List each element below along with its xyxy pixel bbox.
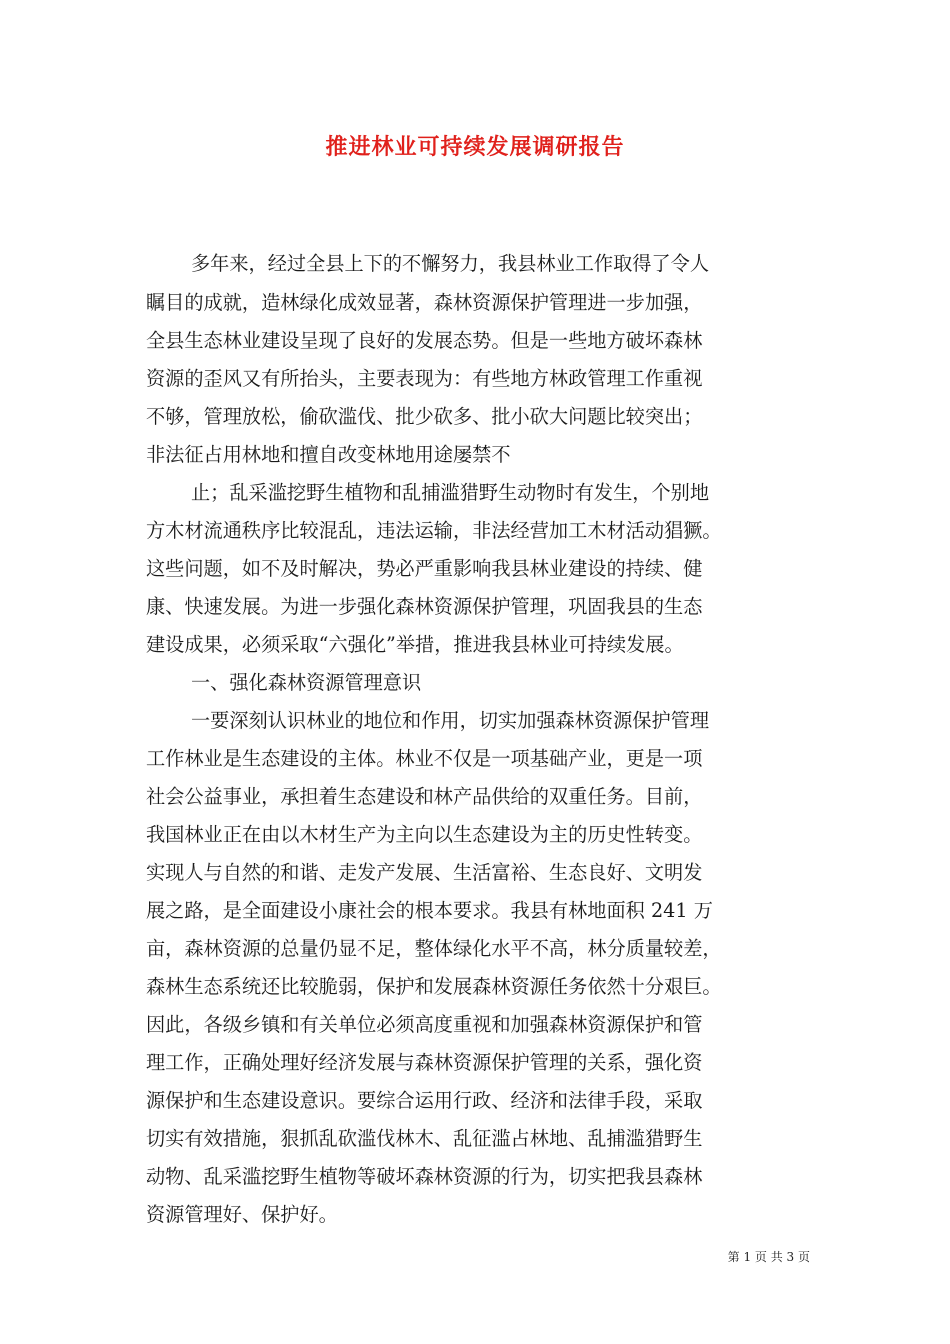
paragraph-line: 切实有效措施，狠抓乱砍滥伐林木、乱征滥占林地、乱捕滥猎野生	[146, 1127, 703, 1150]
paragraph-line: 社会公益事业，承担着生态建设和林产品供给的双重任务。目前，	[146, 785, 703, 808]
section-heading: 一、强化森林资源管理意识	[191, 671, 422, 694]
paragraph-line: 动物、乱采滥挖野生植物等破坏森林资源的行为，切实把我县森林	[146, 1165, 703, 1188]
paragraph-line: 我国林业正在由以木材生产为主向以生态建设为主的历史性转变。	[146, 823, 703, 846]
paragraph-line: 不够，管理放松，偷砍滥伐、批少砍多、批小砍大问题比较突出；	[146, 405, 703, 428]
paragraph-line: 康、快速发展。为进一步强化森林资源保护管理，巩固我县的生态	[146, 595, 703, 618]
paragraph-line: 一要深刻认识林业的地位和作用，切实加强森林资源保护管理	[191, 709, 710, 732]
paragraph-line: 建设成果，必须采取“六强化”举措，推进我县林业可持续发展。	[146, 633, 684, 656]
paragraph-line: 资源的歪风又有所抬头，主要表现为：有些地方林政管理工作重视	[146, 367, 703, 390]
paragraph-line: 方木材流通秩序比较混乱，违法运输，非法经营加工木材活动猖獗。	[146, 519, 722, 542]
paragraph-line: 亩，森林资源的总量仍显不足，整体绿化水平不高，林分质量较差，	[146, 937, 722, 960]
paragraph-line: 全县生态林业建设呈现了良好的发展态势。但是一些地方破坏森林	[146, 329, 703, 352]
paragraph-line: 这些问题，如不及时解决，势必严重影响我县林业建设的持续、健	[146, 557, 703, 580]
paragraph-line: 资源管理好、保护好。	[146, 1203, 338, 1226]
page-number: 第 1 页 共 3 页	[727, 1250, 810, 1264]
paragraph-line: 瞩目的成就，造林绿化成效显著，森林资源保护管理进一步加强，	[146, 291, 703, 314]
paragraph-line: 非法征占用林地和擅自改变林地用途屡禁不	[146, 443, 511, 466]
paragraph-line: 实现人与自然的和谐、走发产发展、生活富裕、生态良好、文明发	[146, 861, 703, 884]
paragraph-line: 多年来，经过全县上下的不懈努力，我县林业工作取得了令人	[191, 252, 710, 275]
paragraph-line: 理工作，正确处理好经济发展与森林资源保护管理的关系，强化资	[146, 1051, 703, 1074]
paragraph-line: 展之路，是全面建设小康社会的根本要求。我县有林地面积 241 万	[146, 899, 713, 922]
paragraph-line: 工作林业是生态建设的主体。林业不仅是一项基础产业，更是一项	[146, 747, 703, 770]
paragraph-line: 止；乱采滥挖野生植物和乱捕滥猎野生动物时有发生，个别地	[191, 481, 710, 504]
paragraph-line: 森林生态系统还比较脆弱，保护和发展森林资源任务依然十分艰巨。	[146, 975, 722, 998]
document-title: 推进林业可持续发展调研报告	[325, 134, 625, 160]
paragraph-line: 源保护和生态建设意识。要综合运用行政、经济和法律手段，采取	[146, 1089, 703, 1112]
paragraph-line: 因此，各级乡镇和有关单位必须高度重视和加强森林资源保护和管	[146, 1013, 703, 1036]
